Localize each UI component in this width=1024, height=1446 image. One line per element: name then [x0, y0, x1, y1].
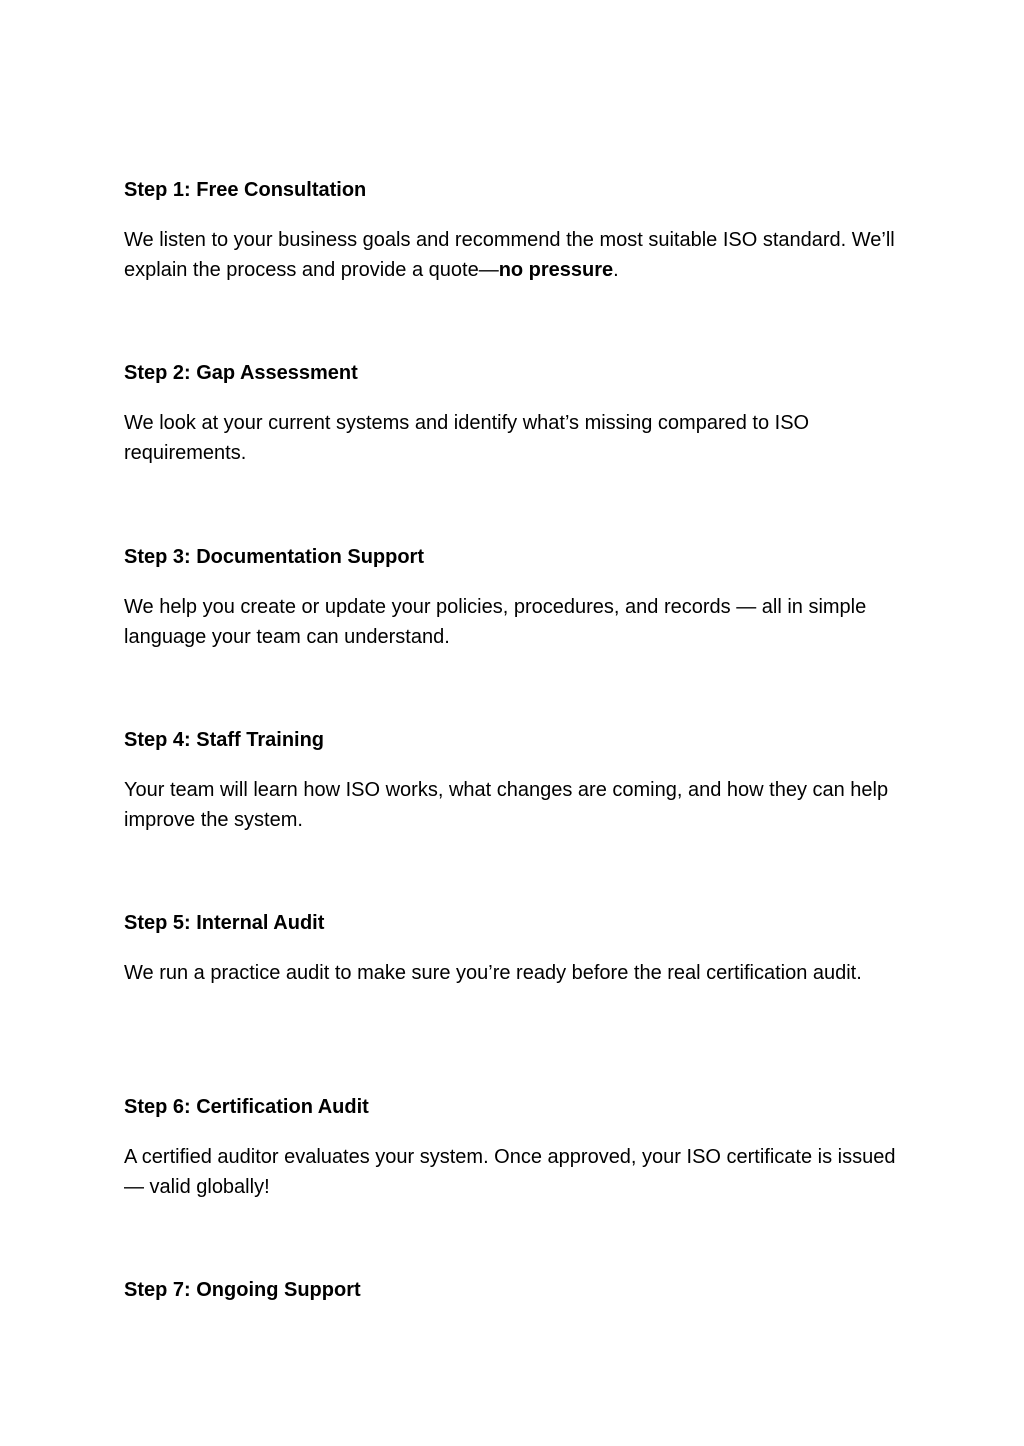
step-2-heading: Step 2: Gap Assessment [124, 362, 358, 384]
step-2-description: We look at your current systems and identify what’s missing compared to ISO requirements. [124, 412, 810, 464]
step-6-heading: Step 6: Certification Audit [124, 1096, 369, 1118]
step-3-section [124, 545, 904, 652]
step-6-section [124, 1095, 904, 1202]
step-4-description: Your team will learn how ISO works, what changes are coming, and how they can help improve the system. [124, 779, 889, 831]
step-1-description-emphasis: no pressure [498, 258, 614, 281]
step-3-description: We help you create or update your policies, procedures, and records — all in simple language your team can understand. [124, 596, 867, 648]
step-7-section [124, 1278, 904, 1302]
step-5-section [124, 911, 904, 989]
step-4-heading: Step 4: Staff Training [124, 729, 325, 751]
step-5-heading: Step 5: Internal Audit [124, 912, 325, 934]
step-3-heading: Step 3: Documentation Support [124, 546, 424, 568]
step-1-heading: Step 1: Free Consultation [124, 179, 367, 201]
step-4-section [124, 728, 904, 835]
step-1-description-text: We listen to your business goals and recommend the most suitable ISO standard. We’ll explain the process and provide a quote— [124, 229, 895, 281]
step-1-section [124, 178, 904, 285]
step-5-description: We run a practice audit to make sure you’re ready before the real certification audit. [124, 962, 862, 984]
step-1-description-end: . [613, 258, 619, 281]
step-6-description: A certified auditor evaluates your system. Once approved, your ISO certificate is issued — valid globally! [124, 1146, 896, 1198]
step-2-section [124, 361, 904, 468]
step-7-heading: Step 7: Ongoing Support [124, 1279, 361, 1301]
step-1-description [124, 226, 904, 285]
